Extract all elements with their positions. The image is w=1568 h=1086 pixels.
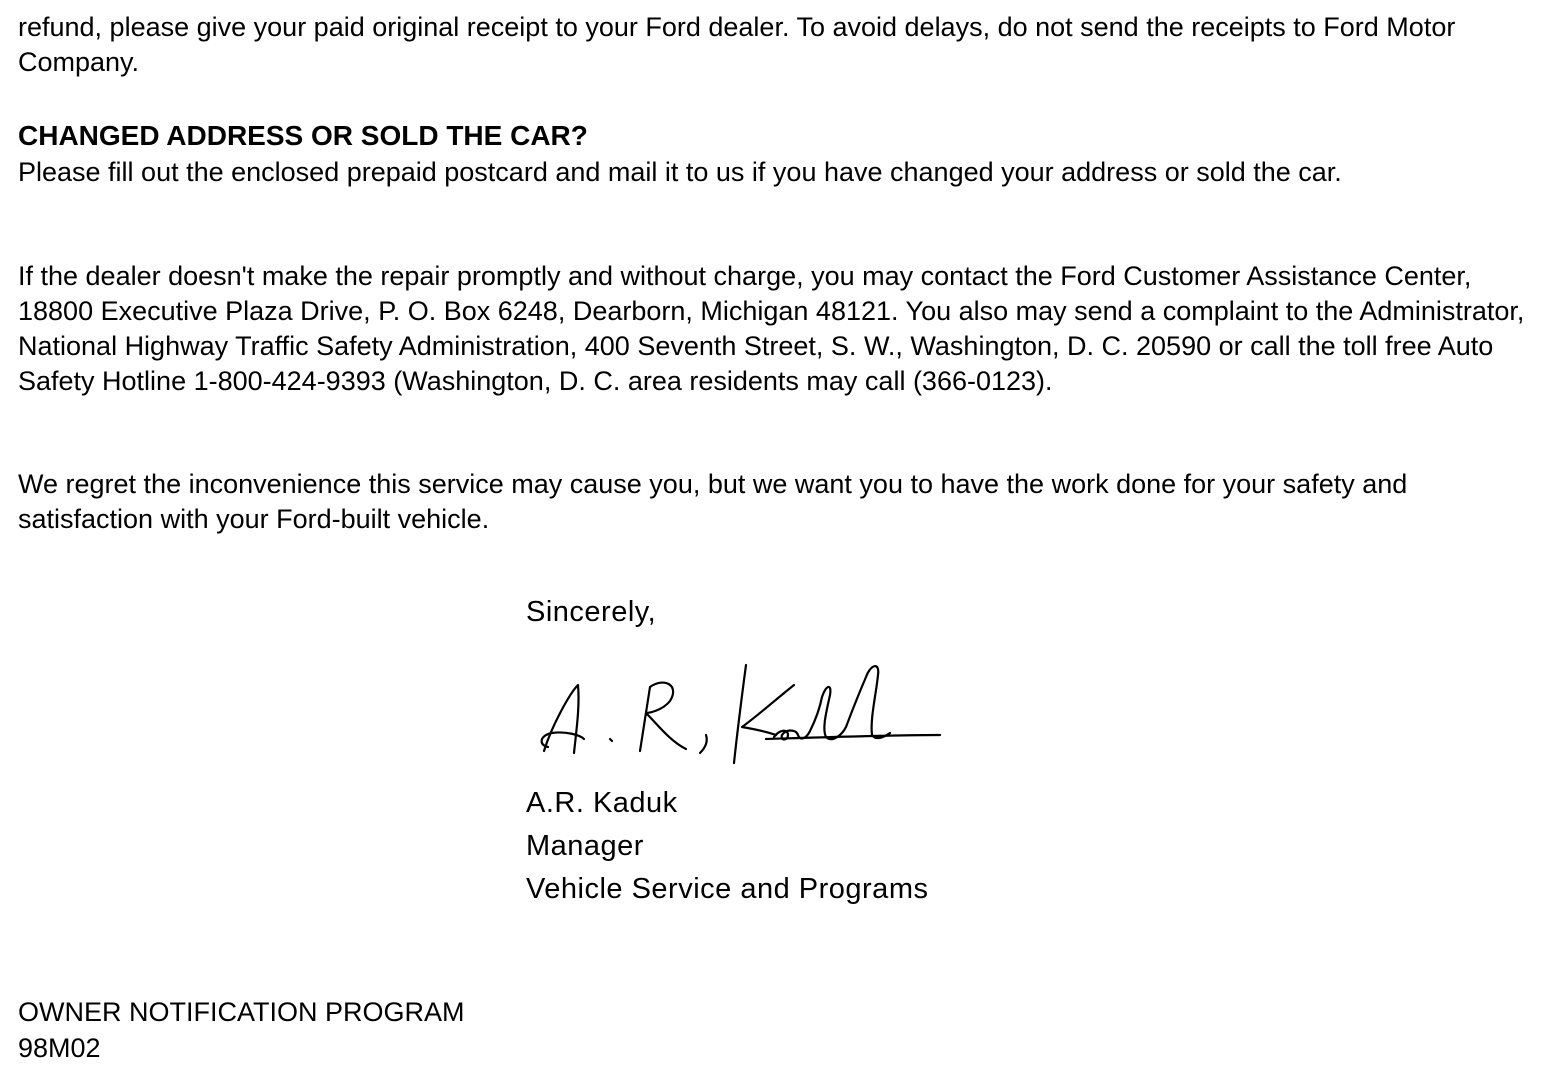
- paragraph-refund: refund, please give your paid original receipt to your Ford dealer. To avoid delays, do not send the receipts to Ford Motor Company.: [18, 12, 1456, 77]
- signer-name: A.R. Kaduk: [526, 787, 678, 819]
- footer-program-code: 98M02: [18, 1033, 101, 1063]
- handwritten-signature: [530, 655, 950, 770]
- paragraph-dealer-contact: If the dealer doesn't make the repair promptly and without charge, you may contact the Ford Customer Assistance Center, 18800 Executive Plaza Drive, P. O. Box 6248, Dearborn, Michigan 48121. You also may send a complaint to the Administrator, National Highway Traffic Safety Administration, 400 Seventh Street, S. W., Washington, D. C. 20590 or call the toll free Auto Safety Hotline 1-800-424-9393 (Washington, D. C. area residents may call (366-0123).: [18, 261, 1525, 396]
- heading-changed-address: CHANGED ADDRESS OR SOLD THE CAR?: [18, 120, 588, 151]
- footer-program-name: OWNER NOTIFICATION PROGRAM: [18, 997, 465, 1027]
- paragraph-regret: We regret the inconvenience this service may cause you, but we want you to have the work done for your safety and satisfaction with your Ford-built vehicle.: [18, 469, 1408, 534]
- signer-department: Vehicle Service and Programs: [526, 873, 929, 905]
- paragraph-changed-address: Please fill out the enclosed prepaid postcard and mail it to us if you have changed your address or sold the car.: [18, 157, 1342, 187]
- closing-salutation: Sincerely,: [526, 596, 657, 628]
- signer-title: Manager: [526, 830, 644, 862]
